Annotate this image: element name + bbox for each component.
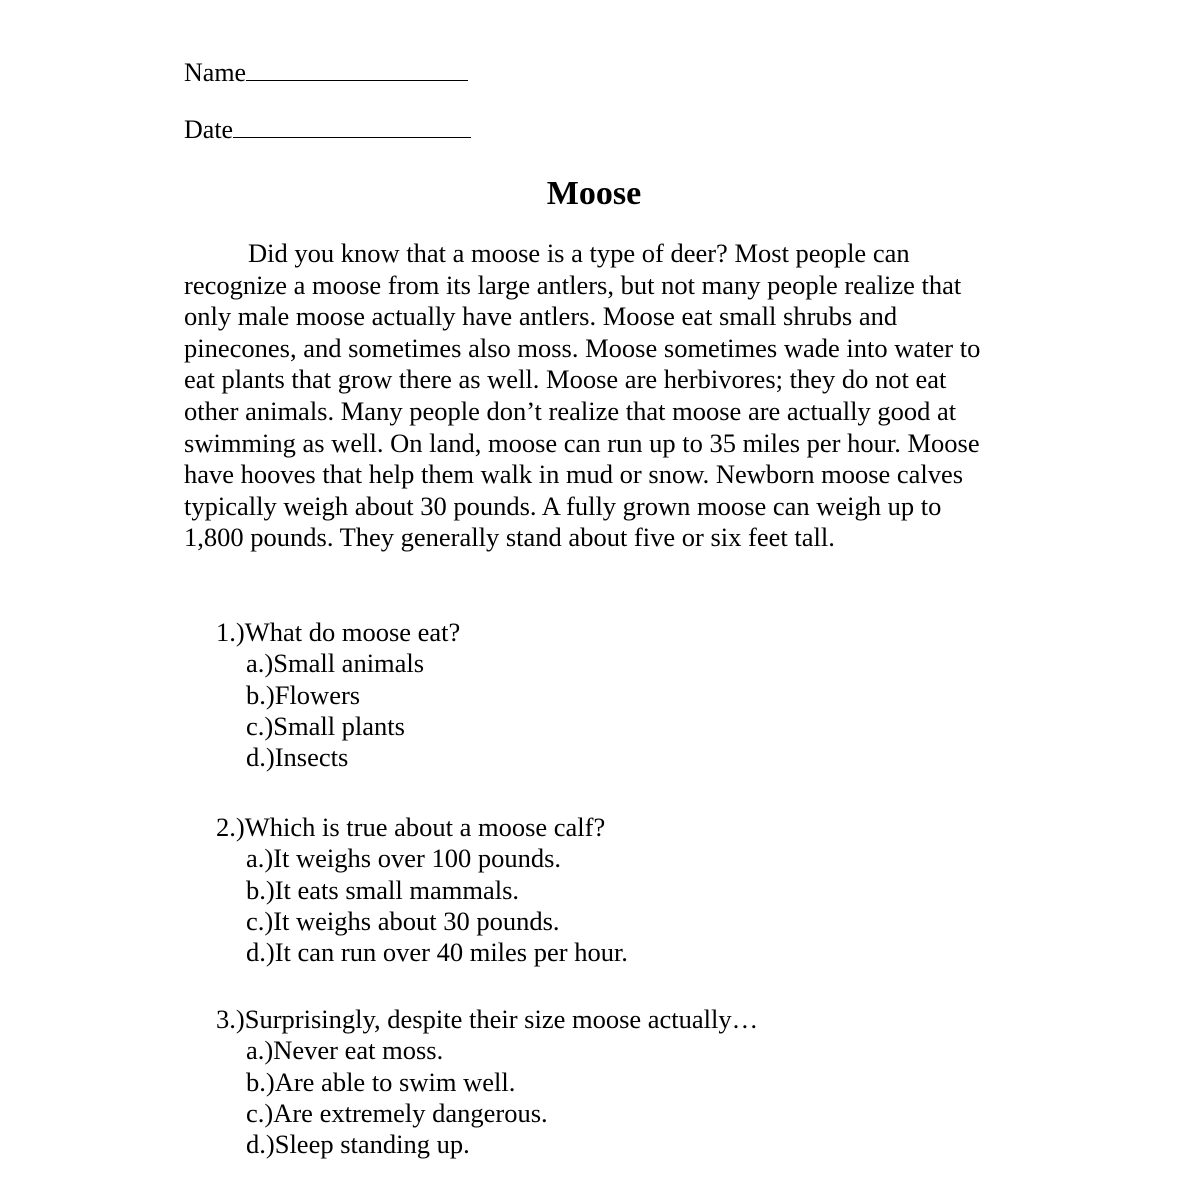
option-text: Insects [274, 742, 349, 773]
option-letter: b.) [246, 679, 275, 710]
answer-option-c[interactable] [246, 1098, 758, 1129]
question-number: 3.) [216, 1004, 245, 1034]
option-letter: c.) [246, 710, 274, 741]
answer-option-a[interactable] [246, 648, 460, 679]
option-text: Sleep standing up. [274, 1129, 470, 1160]
option-letter: a.) [246, 648, 274, 679]
option-text: Small animals [273, 648, 425, 679]
option-text: It can run over 40 miles per hour. [274, 937, 628, 968]
question-text: Which is true about a moose calf? [244, 812, 606, 842]
question-stem [216, 1004, 758, 1035]
option-letter: c.) [246, 905, 274, 936]
option-text: Are able to swim well. [274, 1066, 516, 1097]
name-blank-line[interactable] [246, 56, 468, 81]
answer-option-c[interactable] [246, 711, 460, 742]
option-letter: b.) [246, 874, 275, 905]
question-number: 2.) [216, 812, 245, 842]
option-text: It eats small mammals. [274, 874, 520, 905]
option-letter: a.) [246, 843, 274, 874]
option-text: Are extremely dangerous. [273, 1097, 548, 1128]
answer-option-b[interactable] [246, 1067, 758, 1098]
question-1 [216, 617, 460, 773]
option-letter: d.) [246, 937, 275, 968]
answer-option-b[interactable] [246, 875, 628, 906]
answer-option-a[interactable] [246, 843, 628, 874]
question-stem [216, 812, 628, 843]
page-title: Moose [546, 175, 642, 212]
option-letter: d.) [246, 1129, 275, 1160]
question-text: Surprisingly, despite their size moose actually… [244, 1004, 759, 1034]
option-text: Never eat moss. [273, 1035, 444, 1066]
option-letter: b.) [246, 1066, 275, 1097]
option-text: It weighs over 100 pounds. [273, 843, 562, 874]
name-field[interactable] [184, 56, 468, 88]
date-label: Date [184, 115, 234, 144]
question-2 [216, 812, 628, 968]
answer-option-c[interactable] [246, 906, 628, 937]
option-letter: d.) [246, 742, 275, 773]
name-label: Name [184, 58, 247, 87]
option-text: Small plants [273, 710, 405, 741]
answer-option-d[interactable] [246, 1129, 758, 1160]
answer-option-d[interactable] [246, 742, 460, 773]
answer-option-b[interactable] [246, 680, 460, 711]
question-number: 1.) [216, 617, 245, 647]
answer-option-d[interactable] [246, 937, 628, 968]
option-letter: c.) [246, 1097, 274, 1128]
date-field[interactable] [184, 113, 471, 145]
answer-option-a[interactable] [246, 1035, 758, 1066]
question-3 [216, 1004, 758, 1160]
option-text: Flowers [274, 679, 361, 710]
option-text: It weighs about 30 pounds. [273, 905, 560, 936]
reading-passage: Did you know that a moose is a type of deer? Most people can recognize a moose from its large antlers, but not many people realize that only male moose actually have antlers. Moose eat small shrubs and pinecones, and sometimes also moss. Moose sometimes wade into water to eat plants that grow there as well. Moose are herbivores; they do not eat other animals. Many people don’t realize that moose are actually good at swimming as well. On land, moose can run up to 35 miles per hour. Moose have hooves that help them walk in mud or snow. Newborn moose calves typically weigh about 30 pounds. A fully grown moose can weigh up to 1,800 pounds. They generally stand about five or six feet tall. [184, 238, 981, 553]
question-text: What do moose eat? [244, 617, 461, 647]
question-stem [216, 617, 460, 648]
date-blank-line[interactable] [233, 113, 471, 138]
option-letter: a.) [246, 1035, 274, 1066]
